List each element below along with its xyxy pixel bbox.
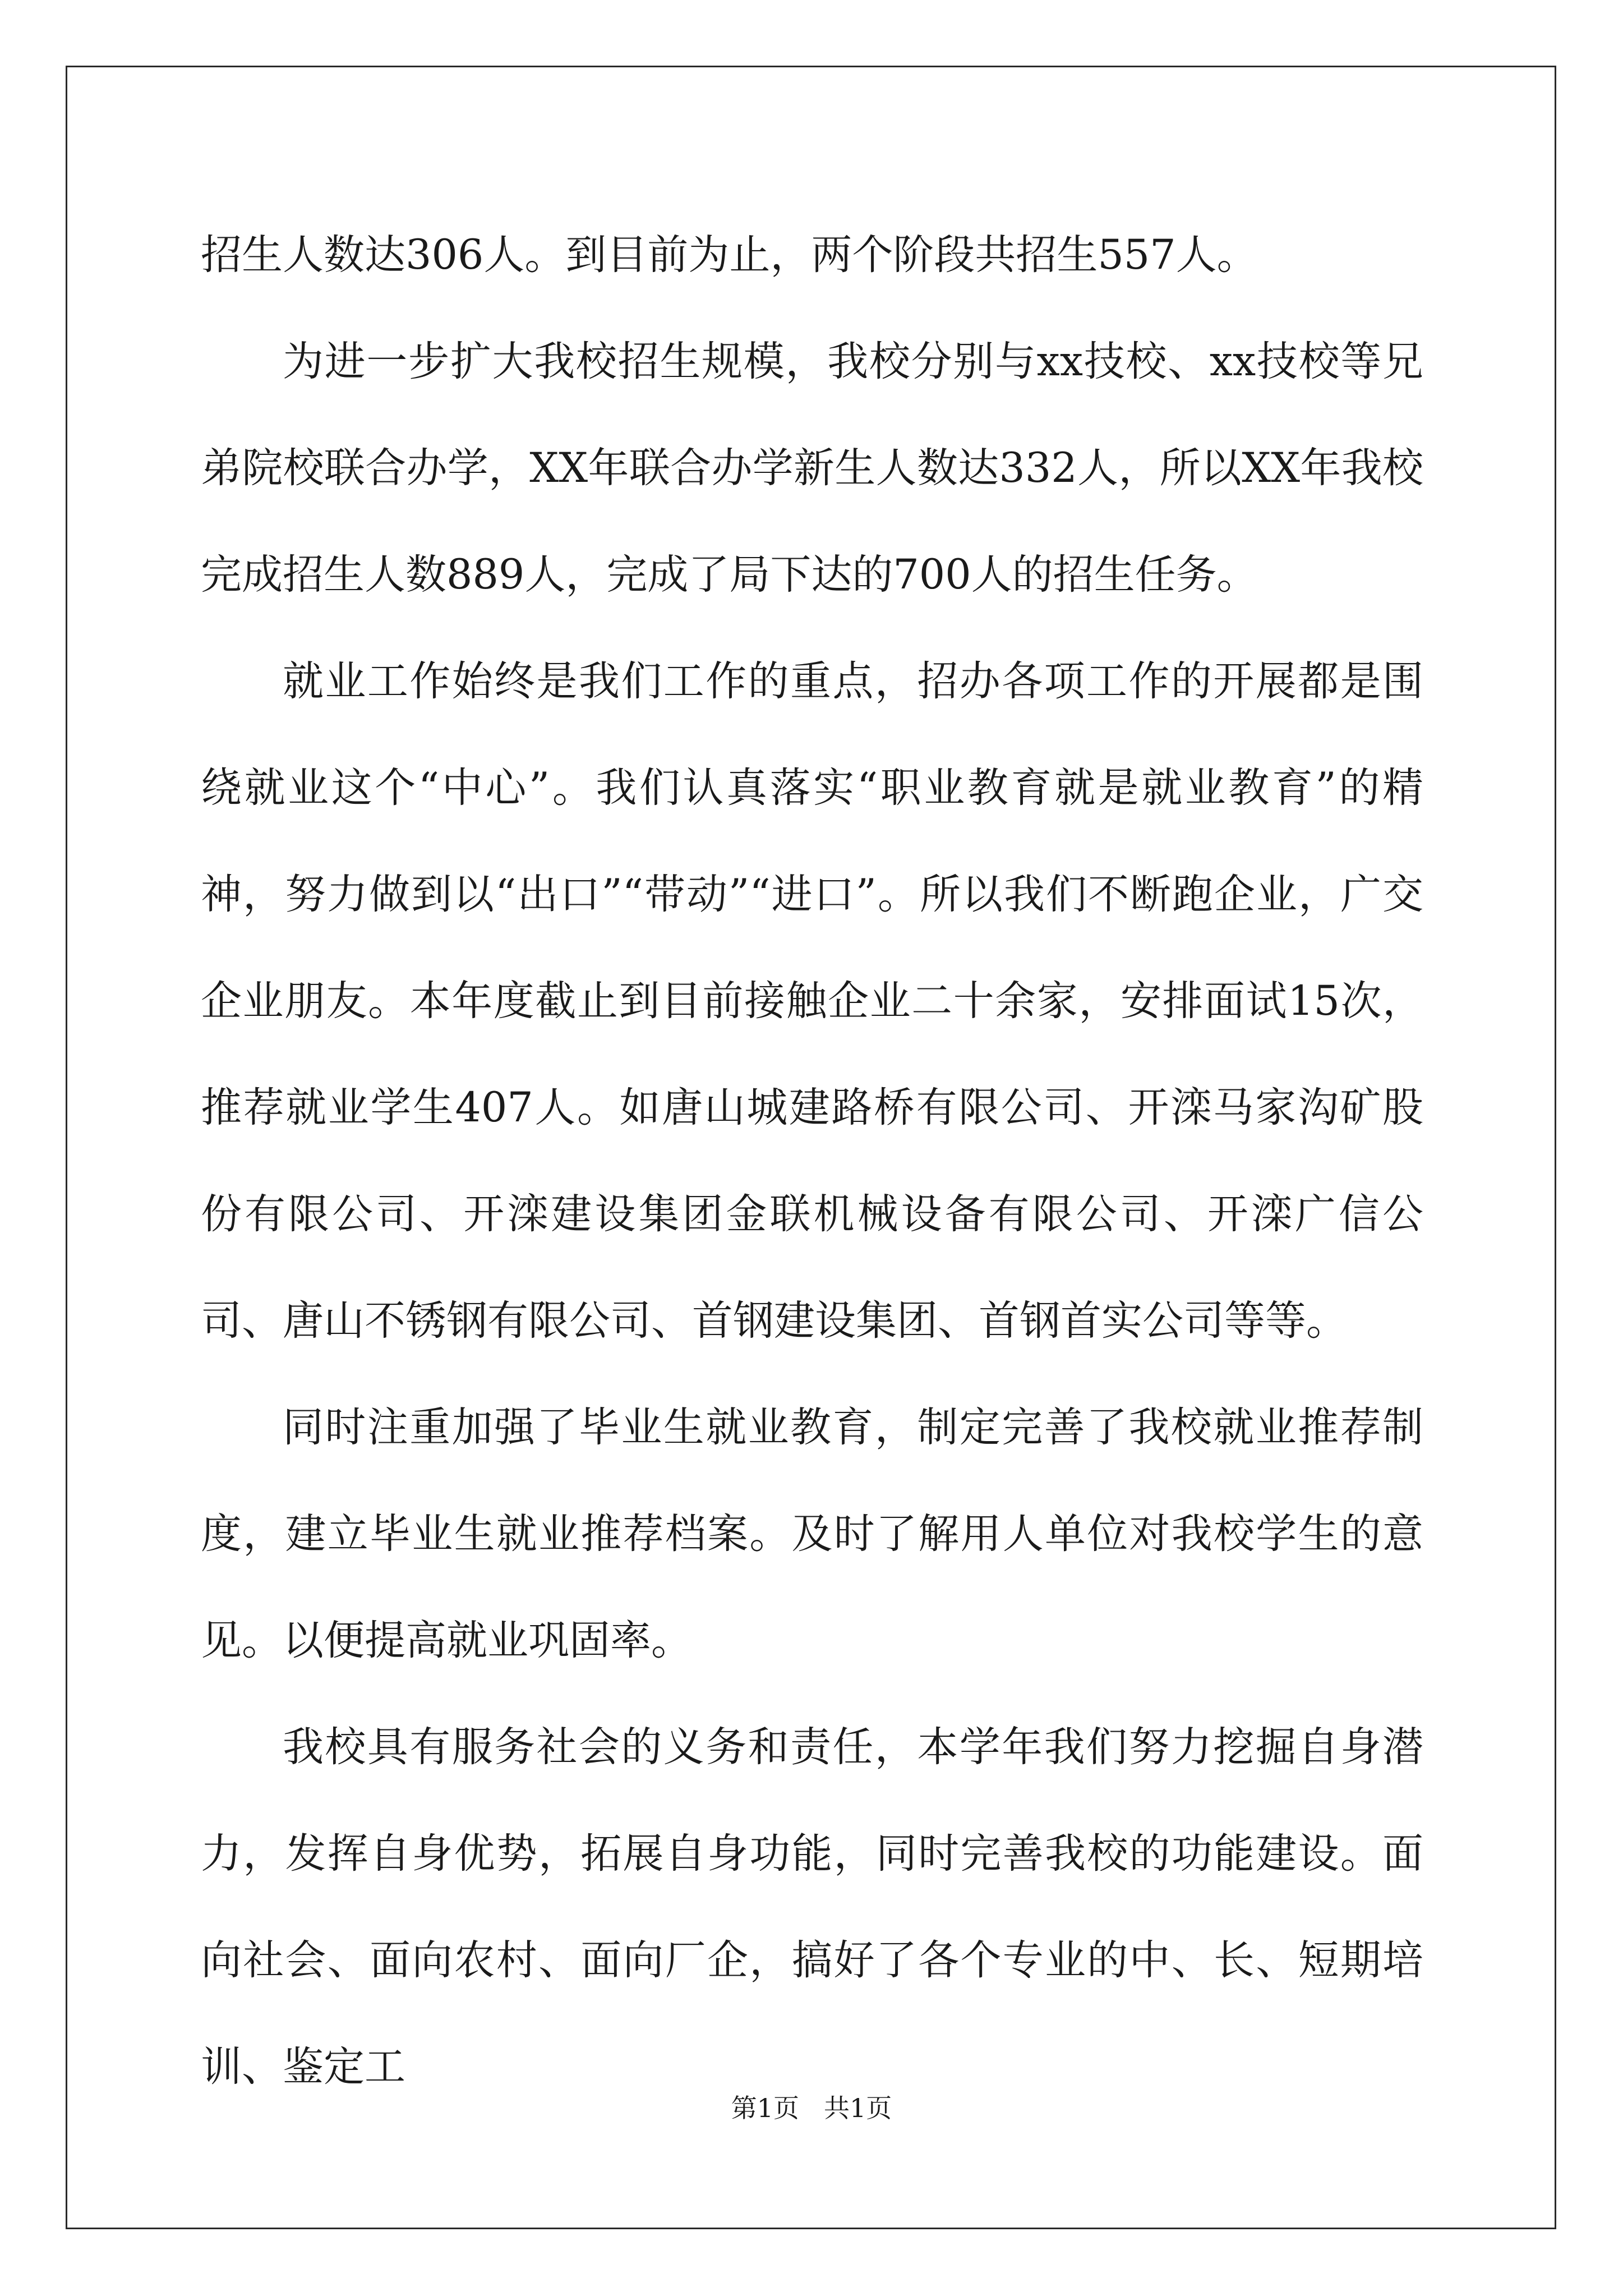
document-body	[201, 202, 1423, 2120]
page-footer	[0, 2091, 1623, 2125]
page-number: 第1页	[731, 2093, 800, 2123]
paragraph-1: 招生人数达306人。到目前为止，两个阶段共招生557人。	[201, 231, 1258, 279]
paragraph-2: 为进一步扩大我校招生规模，我校分别与xx技校、xx技校等兄弟院校联合办学，XX年联合办学新生人数达332人，所以XX年我校完成招生人数889人，完成了局下达的700人的招生任务。	[201, 338, 1423, 599]
page-total: 共1页	[823, 2093, 892, 2123]
paragraph-3: 就业工作始终是我们工作的重点，招办各项工作的开展都是围绕就业这个“中心”。我们认真落实“职业教育就是就业教育”的精神，努力做到以“出口”“带动”“进口”。所以我们不断跑企业，广交企业朋友。本年度截止到目前接触企业二十余家，安排面试15次，推荐就业学生407人。如唐山城建路桥有限公司、开滦马家沟矿股份有限公司、开滦建设集团金联机械设备有限公司、开滦广信公司、唐山不锈钢有限公司、首钢建设集团、首钢首实公司等等。	[201, 657, 1423, 1345]
paragraph-4: 同时注重加强了毕业生就业教育，制定完善了我校就业推荐制度，建立毕业生就业推荐档案。及时了解用人单位对我校学生的意见。以便提高就业巩固率。	[201, 1404, 1423, 1664]
paragraph-5: 我校具有服务社会的义务和责任，本学年我们努力挖掘自身潜力，发挥自身优势，拓展自身功能，同时完善我校的功能建设。面向社会、面向农村、面向厂企，搞好了各个专业的中、长、短期培训、鉴定工	[201, 1723, 1423, 2091]
